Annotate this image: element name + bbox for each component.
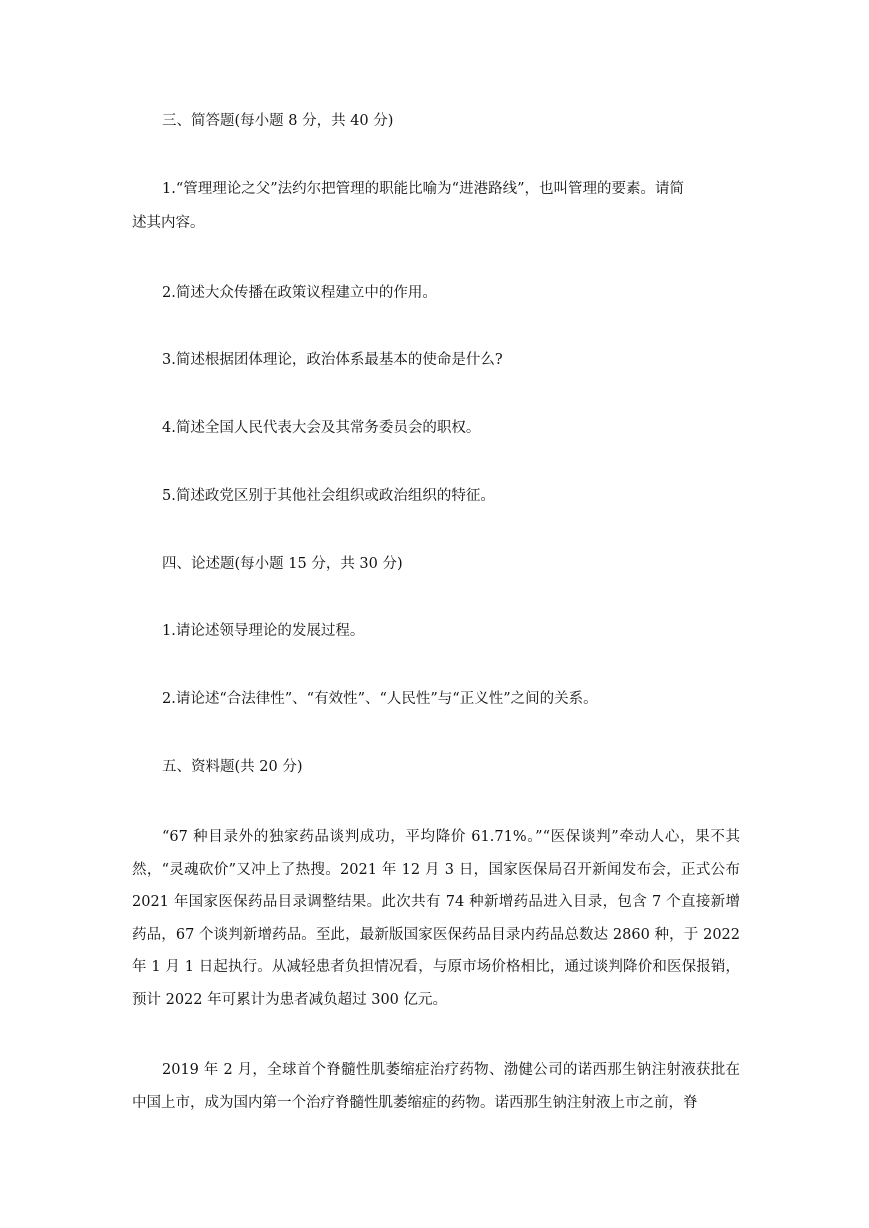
- material-paragraph-2: 2019 年 2 月，全球首个脊髓性肌萎缩症治疗药物、渤健公司的诺西那生钠注射液获批在中国上市，成为国内第一个治疗脊髓性肌萎缩症的药物。诺西那生钠注射液上市之前，脊: [132, 1062, 740, 1111]
- short-answer-q3: 3.简述根据团体理论，政治体系最基本的使命是什么?: [162, 352, 503, 368]
- essay-q2: 2.请论述“合法律性”、“有效性”、“人民性”与“正义性”之间的关系。: [162, 691, 598, 707]
- material-paragraph-1: “67 种目录外的独家药品谈判成功，平均降价 61.71%。”“医保谈判”牵动人心，果不其然，“灵魂砍价”又冲上了热搜。2021 年 12 月 3 日，国家医保局召开新闻发布会，正式公布 2021 年国家医保药品目录调整结果。此次共有 74 种新增药品进入目录，包含 7 个直接新增药品，67 个谈判新增药品。至此，最新版国家医保药品目录内药品总数达 2860 种，于 2022 年 1 月 1 日起执行。从减轻患者负担情况看，与原市场价格相比，通过谈判降价和医保报销，预计 2022 年可累计为患者减负超过 300 亿元。: [132, 829, 740, 1008]
- material-heading: 五、资料题(共 20 分): [162, 759, 303, 775]
- short-answer-q1-line2: 述其内容。: [132, 215, 205, 231]
- essay-q1: 1.请论述领导理论的发展过程。: [162, 623, 365, 639]
- short-answer-q2: 2.简述大众传播在政策议程建立中的作用。: [162, 285, 437, 301]
- essay-heading: 四、论述题(每小题 15 分，共 30 分): [162, 556, 403, 572]
- short-answer-q4: 4.简述全国人民代表大会及其常务委员会的职权。: [162, 420, 481, 436]
- short-answer-heading: 三、简答题(每小题 8 分，共 40 分): [162, 113, 394, 129]
- short-answer-q5: 5.简述政党区别于其他社会组织或政治组织的特征。: [162, 488, 495, 504]
- short-answer-q1-line1: 1.“管理理论之父”法约尔把管理的职能比喻为“进港路线”，也叫管理的要素。请简: [162, 181, 684, 197]
